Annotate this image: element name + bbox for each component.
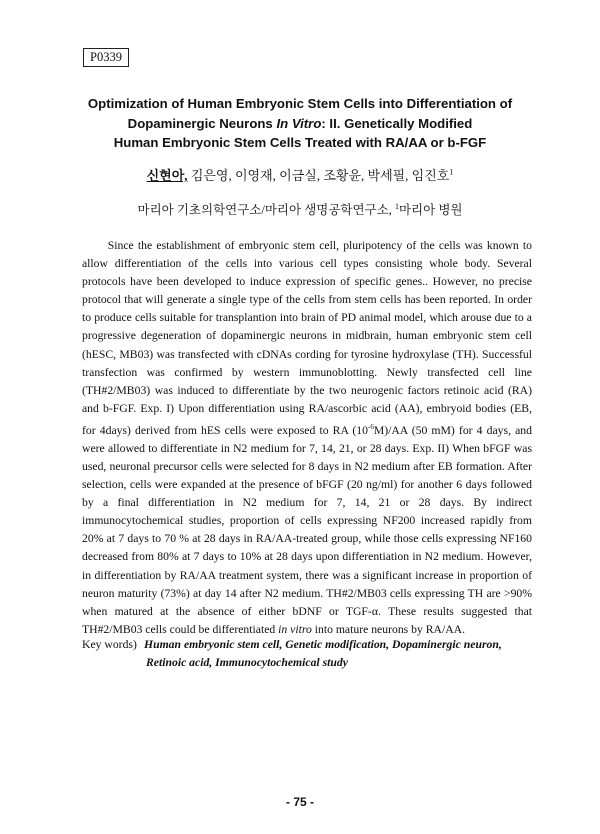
paper-title	[60, 94, 540, 153]
title-line-3: Human Embryonic Stem Cells Treated with RA/AA or b-FGF	[113, 135, 487, 150]
abstract-exponent: -6	[367, 422, 374, 431]
keywords-line-1: Human embryonic stem cell, Genetic modification, Dopaminergic neuron,	[144, 638, 502, 651]
abstract-text-part-3: into mature neurons by RA/AA.	[311, 622, 466, 636]
page-number: - 75 -	[285, 795, 314, 809]
author-affiliation-mark: 1	[449, 167, 454, 177]
affiliation-hospital: 마리아 병원	[398, 203, 463, 217]
co-authors: 김은영, 이영재, 이금실, 조황윤, 박세필, 임진호	[187, 168, 450, 183]
abstract-body	[82, 237, 532, 639]
abstract-text-part-1: Since the establishment of embryonic stem cell, pluripotency of the cells was known to allow differentiation of the cells into various cell types consisting whole body. Several protocols have been developed to induce expression of specific genes.. However, no precise protocol that will generate a single type of the cells from stem cells has been reported. In order to produce cells suitable for transplantion into brain of PD animal model, which arouse due to a progressive degeneration of dopaminergic neurons in midbrain, human embryonic stem cell (hESC, MB03) was transfected with cDNAs cording for tyrosine hydroxylase (TH). Successful transfection was confirmed by western immunoblotting. Newly transfected cell line (TH#2/MB03) was induced to differentiate by the two neurogenic factors retinoic acid (RA) and b-FGF. Exp. I) Upon differentiation using RA/ascorbic acid (AA), embryoid bodies (EB, for 4days) derived from hES cells were exposed to RA (10	[82, 239, 532, 437]
title-line-1: Optimization of Human Embryonic Stem Cells into Differentiation of	[87, 96, 513, 111]
abstract-text-part-2: M)/AA (50 mM) for 4 days, and were allowed to differentiate in N2 medium for 7, 14, 21, or 28 days. Exp. II) When bFGF was used, neuronal precursor cells were selected for 8 days in N2 medium after EB formation. After selection, cells were expanded at the presence of bFGF (20 ng/ml) for another 6 days followed by a final differentiation in N2 medium for 7, 14, 21 or 28 days. By indirect immunocytochemical studies, proportion of cells expressing NF200 increased rapidly from 20% at 7 days to 70 % at 28 days in RA/AA-treated group, while those cells expressing NF160 decreased from 80% at 7 days to 10% at 28 days upon differentiation in N2 medium. However, in differentiation by RA/AA treatment system, there was a significant increase in proportion of neuron maturity (73%) at day 14 after N2 medium. TH#2/MB03 cells expressing TH are >90% when matured at the absence of either bDNF or TGF-α. These results suggested that TH#2/MB03 cells could be differentiated	[82, 423, 532, 636]
affiliation-mark: 1	[394, 201, 399, 211]
abstract-italic-term: in vitro	[278, 622, 312, 636]
title-line-2-end: : II. Genetically Modified	[321, 115, 473, 131]
title-line-2-italic: In Vitro	[276, 115, 322, 131]
affiliation-main: 마리아 기초의학연구소/마리아 생명공학연구소,	[137, 203, 395, 217]
author-list	[60, 165, 540, 184]
keywords-row-1	[82, 636, 537, 654]
abstract-code-box: P0339	[83, 48, 129, 67]
keywords-label: Key words)	[82, 638, 137, 651]
keywords-row-2	[82, 654, 537, 672]
presenting-author: 신현아,	[146, 168, 188, 183]
title-line-2	[60, 114, 540, 134]
affiliation	[60, 200, 540, 218]
keywords-section	[82, 636, 537, 672]
keywords-line-2: Retinoic acid, Immunocytochemical study	[146, 656, 348, 669]
title-line-2-start: Dopaminergic Neurons	[127, 115, 277, 131]
